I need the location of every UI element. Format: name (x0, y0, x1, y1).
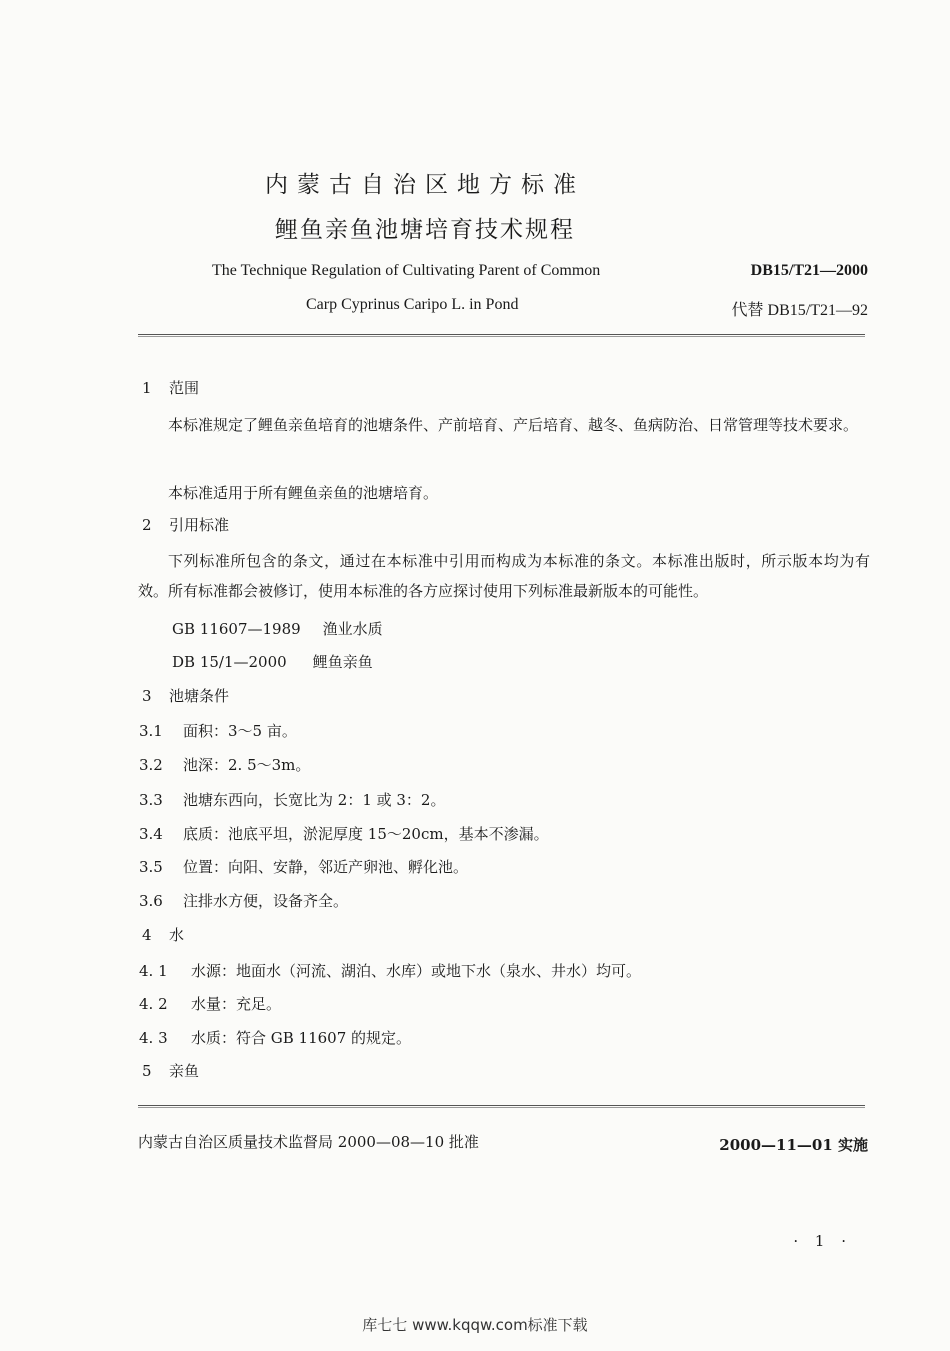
section-title: 亲鱼 (169, 1062, 200, 1080)
section-title: 引用标准 (169, 516, 230, 534)
section-number: 4 (142, 926, 152, 944)
clause-number: 3.1 (139, 722, 163, 740)
section-3-heading (142, 685, 229, 706)
section-4-heading (142, 924, 184, 945)
implementation-date: 2000—11—01 实施 (719, 1136, 868, 1154)
clause-number: 4. 3 (139, 1029, 168, 1047)
reference-1 (172, 618, 383, 639)
section-2-heading (142, 514, 229, 535)
standard-title: 鲤鱼亲鱼池塘培育技术规程 (275, 217, 575, 243)
english-title-line1: The Technique Regulation of Cultivating Parent of Common (212, 262, 601, 279)
clause-3-5 (139, 856, 468, 877)
section-1-heading (142, 377, 199, 398)
section-number: 5 (142, 1062, 152, 1080)
english-title-line2: Carp Cyprinus Caripo L. in Pond (306, 296, 519, 313)
standard-code: DB15/T21—2000 (750, 262, 868, 279)
section-number: 3 (142, 687, 152, 705)
clause-3-4 (139, 823, 549, 844)
reference-code: DB 15/1—2000 (172, 653, 287, 671)
section-1-paragraph-1: 本标准规定了鲤鱼亲鱼培育的池塘条件、产前培育、产后培育、越冬、鱼病防治、日常管理等技术要求。 (168, 416, 859, 434)
clause-text: 位置：向阳、安静，邻近产卵池、孵化池。 (183, 858, 469, 876)
clause-number: 3.5 (139, 858, 163, 876)
reference-2 (172, 651, 373, 672)
clause-text: 水量：充足。 (191, 995, 282, 1013)
section-2-paragraph-1: 下列标准所包含的条文，通过在本标准中引用而构成为本标准的条文。本标准出版时，所示版本均为有效。所有标准都会被修订，使用本标准的各方应探讨使用下列标准最新版本的可能性。 (138, 552, 870, 600)
clause-3-6 (139, 890, 348, 911)
clause-3-3 (139, 789, 445, 810)
clause-3-2 (139, 754, 310, 775)
document-title: 内蒙古自治区地方标准 (265, 172, 585, 198)
clause-text: 面积：3～5 亩。 (183, 722, 297, 740)
clause-number: 3.3 (139, 791, 163, 809)
section-number: 1 (142, 379, 152, 397)
clause-text: 水质：符合 GB 11607 的规定。 (191, 1029, 412, 1047)
approval-line: 内蒙古自治区质量技术监督局 2000—08—10 批准 (138, 1133, 479, 1151)
clause-number: 3.6 (139, 892, 163, 910)
reference-code: GB 11607—1989 (172, 620, 301, 638)
clause-number: 3.2 (139, 756, 163, 774)
clause-number: 4. 1 (139, 962, 168, 980)
clause-4-3 (139, 1027, 411, 1048)
clause-4-2 (139, 993, 281, 1014)
reference-name: 渔业水质 (322, 620, 383, 638)
page-number: · 1 · (793, 1232, 852, 1250)
section-title: 池塘条件 (169, 687, 230, 705)
section-5-heading (142, 1060, 199, 1081)
clause-text: 注排水方便，设备齐全。 (183, 892, 349, 910)
section-1-paragraph-2: 本标准适用于所有鲤鱼亲鱼的池塘培育。 (168, 484, 439, 502)
reference-name: 鲤鱼亲鱼 (312, 653, 373, 671)
section-title: 水 (169, 926, 185, 944)
clause-number: 4. 2 (139, 995, 168, 1013)
section-number: 2 (142, 516, 152, 534)
clause-4-1 (139, 960, 641, 981)
clause-text: 池深：2. 5～3m。 (183, 756, 311, 774)
download-watermark: 库七七 www.kqqw.com标准下载 (362, 1316, 588, 1334)
replaces-code: 代替 DB15/T21—92 (731, 302, 868, 319)
clause-3-1 (139, 720, 297, 741)
footer-divider (138, 1105, 865, 1108)
clause-text: 池塘东西向，长宽比为 2：1 或 3：2。 (183, 791, 446, 809)
section-title: 范围 (169, 379, 200, 397)
header-divider (138, 334, 865, 337)
clause-text: 水源：地面水（河流、湖泊、水库）或地下水（泉水、井水）均可。 (191, 962, 642, 980)
clause-text: 底质：池底平坦，淤泥厚度 15～20cm，基本不渗漏。 (183, 825, 549, 843)
clause-number: 3.4 (139, 825, 163, 843)
